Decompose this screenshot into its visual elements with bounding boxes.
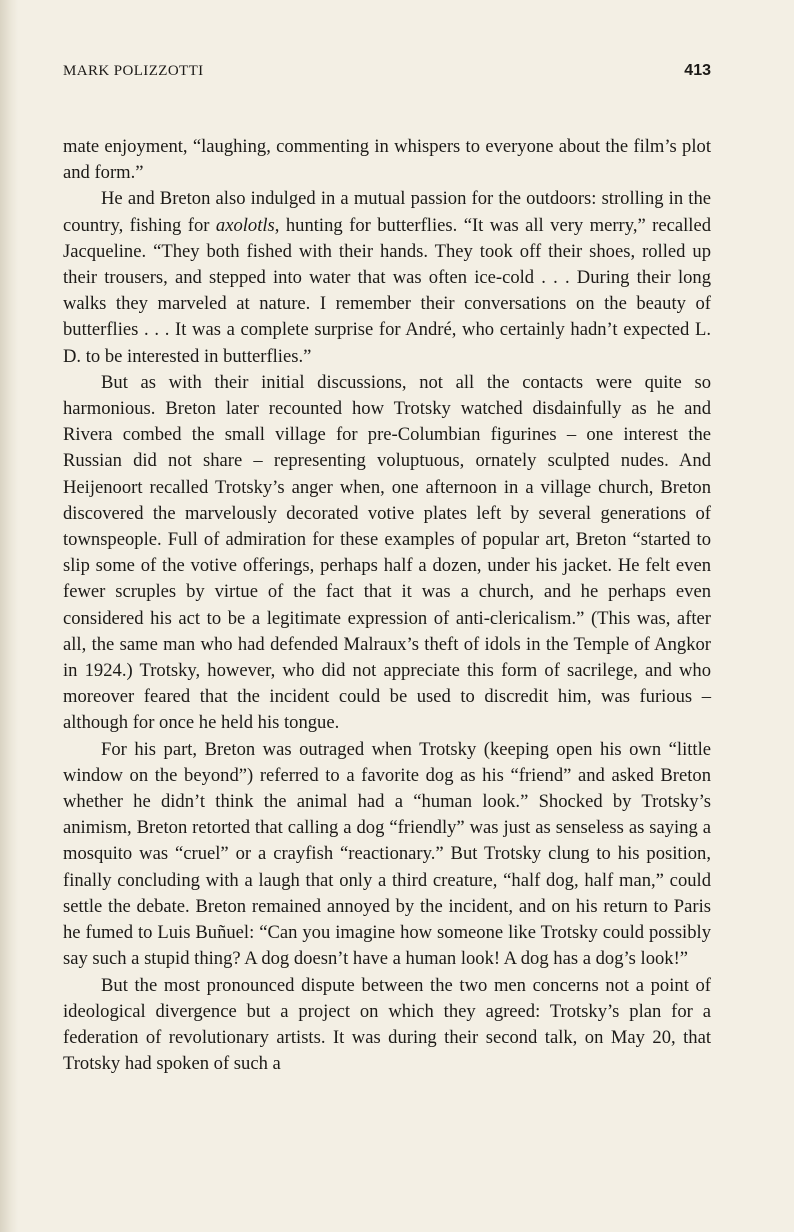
text-run: , hunting for butterflies. “It was all very merry,” recalled Jacqueline. “They both fished with their hands. They took off their shoes, rolled up their trousers, and stepped into water that was often ice-cold . . . During their long walks they marveled at nature. I remember their conversations on the beauty of butterflies . . . It was a complete surprise for André, who certainly hadn’t expected L. D. to be interested in butterflies.” — [63, 214, 711, 367]
italic-term: axolotls — [215, 214, 275, 236]
paragraph-2 — [63, 186, 711, 369]
paragraph-1 — [63, 134, 711, 186]
text-run: For his part, Breton was outraged when Trotsky (keeping open his own “little window on the beyond”) referred to a favorite dog as his “friend” and asked Breton whether he didn’t think the animal had a “human look.” Shocked by Trotsky’s animism, Breton retorted that calling a dog “friendly” was just as senseless as saying a mosquito was “cruel” or a crayfish “reactionary.” But Trotsky clung to his position, finally concluding with a laugh that only a third creature, “half dog, half man,” could settle the debate. Breton remained annoyed by the incident, and on his return to Paris he fumed to Luis Buñuel: “Can you imagine how someone like Trotsky could possibly say such a stupid thing? A dog doesn’t have a human look! A dog has a dog’s look!” — [63, 738, 711, 970]
page-gutter-shadow — [0, 0, 18, 1232]
running-head: MARK POLIZZOTTI — [63, 63, 204, 79]
body-text — [63, 134, 711, 1077]
paragraph-3 — [63, 370, 711, 737]
page-number: 413 — [684, 62, 711, 79]
paragraph-5 — [63, 973, 711, 1078]
text-run: He and Breton also indulged in a mutual passion for the outdoors: strolling in the country, fishing for — [63, 188, 711, 236]
paragraph-4 — [63, 737, 711, 973]
page-header — [63, 62, 711, 88]
text-run: But as with their initial discussions, not all the contacts were quite so harmonious. Breton later recounted how Trotsky watched disdainfully as he and Rivera combed the small village for pre-Columbian figurines – one interest the Russian did not share – representing voluptuous, ornately sculpted nudes. And Heijenoort recalled Trotsky’s anger when, one afternoon in a village church, Breton discovered the marvelously decorated votive plates left by several generations of townspeople. Full of admiration for these examples of popular art, Breton “started to slip some of the votive offerings, perhaps half a dozen, under his jacket. He felt even fewer scruples by virtue of the fact that it was a church, and he perhaps even considered his act to be a legitimate expression of anti-clericalism.” (This was, after all, the same man who had defended Malraux’s theft of idols in the Temple of Angkor in 1924.) Trotsky, however, who did not appreciate this form of sacrilege, and who moreover feared that the incident could be used to discredit him, was furious – although for once he held his tongue. — [63, 371, 711, 734]
text-run: mate enjoyment, “laughing, commenting in whispers to everyone about the film’s plot and form.” — [63, 136, 711, 184]
text-run: But the most pronounced dispute between the two men concerns not a point of ideological divergence but a project on which they agreed: Trotsky’s plan for a federation of revolutionary artists. It was during their second talk, on May 20, that Trotsky had spoken of such a — [63, 974, 711, 1075]
